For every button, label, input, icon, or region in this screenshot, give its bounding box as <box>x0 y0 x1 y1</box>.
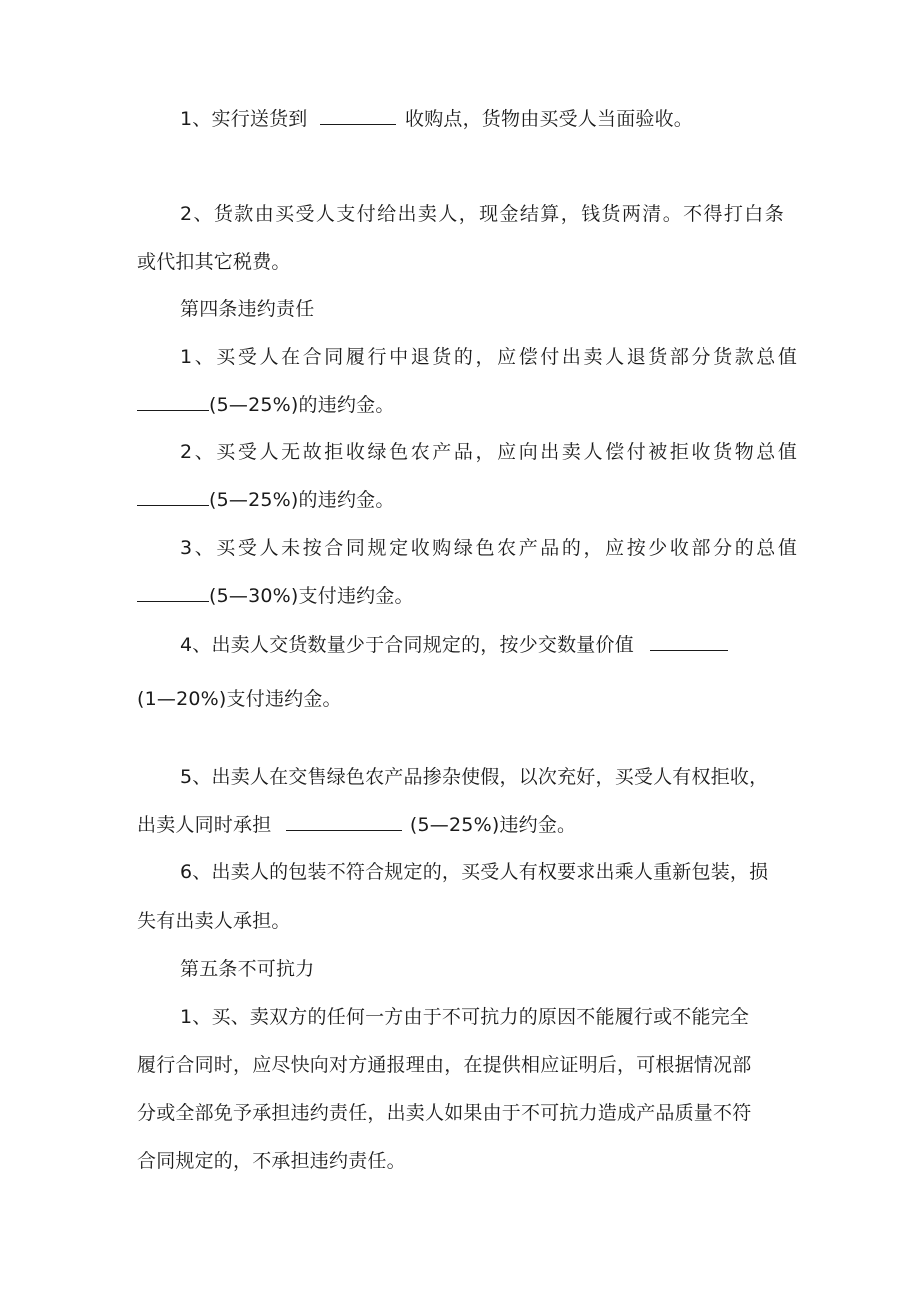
breach-item-5-rate: (5—25%)违约金。 <box>409 814 577 836</box>
breach-item-2-line1: 2、买受人无故拒收绿色农产品，应向出卖人偿付被拒收货物总值 <box>180 441 800 463</box>
section-5-heading: 第五条不可抗力 <box>180 958 315 980</box>
force-majeure-line3: 分或全部免予承担违约责任，出卖人如果由于不可抗力造成产品质量不符 <box>137 1102 752 1124</box>
blank-field <box>320 107 396 125</box>
force-majeure-line4: 合同规定的，不承担违约责任。 <box>137 1150 406 1172</box>
blank-field <box>650 633 728 651</box>
breach-item-5-lead: 出卖人同时承担 <box>137 814 272 836</box>
clause-delivery-tail: 收购点，货物由买受人当面验收。 <box>405 108 694 130</box>
breach-item-1-line1: 1、买受人在合同履行中退货的，应偿付出卖人退货部分货款总值 <box>180 346 800 368</box>
breach-item-5-line1: 5、出卖人在交售绿色农产品掺杂使假，以次充好，买受人有权拒收， <box>180 766 769 788</box>
force-majeure-line2: 履行合同时，应尽快向对方通报理由，在提供相应证明后，可根据情况部 <box>137 1054 752 1076</box>
breach-item-1-line2 <box>137 393 395 417</box>
section-4-heading: 第四条违约责任 <box>180 298 315 320</box>
breach-item-3-line1: 3、买受人未按合同规定收购绿色农产品的，应按少收部分的总值 <box>180 537 800 559</box>
clause-payment-line2: 或代扣其它税费。 <box>137 251 291 273</box>
clause-payment-line1: 2、货款由买受人支付给出卖人，现金结算，钱货两清。不得打白条 <box>180 203 786 225</box>
breach-item-4-line1 <box>180 633 728 657</box>
breach-item-3-line2 <box>137 584 414 608</box>
blank-field <box>137 584 209 602</box>
breach-item-4-text: 4、出卖人交货数量少于合同规定的，按少交数量价值 <box>180 634 634 656</box>
breach-item-2-line2 <box>137 488 395 512</box>
blank-field <box>137 393 209 411</box>
blank-field <box>137 488 209 506</box>
clause-delivery <box>180 107 693 131</box>
force-majeure-line1: 1、买、卖双方的任何一方由于不可抗力的原因不能履行或不能完全 <box>180 1006 750 1028</box>
breach-item-4-line2: (1—20%)支付违约金。 <box>137 688 342 710</box>
breach-item-6-line2: 失有出卖人承担。 <box>137 910 291 932</box>
breach-item-5-line2 <box>137 813 576 837</box>
breach-item-1-rate: (5—25%)的违约金。 <box>209 394 395 416</box>
clause-delivery-lead: 1、实行送货到 <box>180 108 308 130</box>
breach-item-2-rate: (5—25%)的违约金。 <box>209 489 395 511</box>
breach-item-3-rate: (5—30%)支付违约金。 <box>209 585 414 607</box>
blank-field <box>286 813 402 831</box>
breach-item-6-line1: 6、出卖人的包装不符合规定的，买受人有权要求出乘人重新包装，损 <box>180 861 769 883</box>
